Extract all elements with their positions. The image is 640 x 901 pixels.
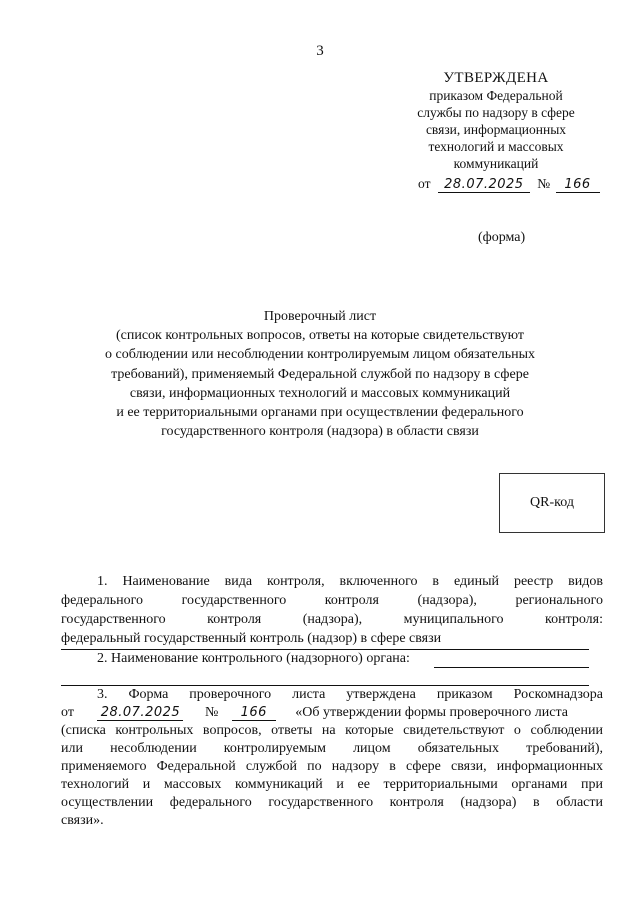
item2-answer-line-full[interactable] (61, 685, 589, 686)
form-label: (форма) (478, 230, 526, 245)
item3-last-line: связи». (61, 813, 104, 828)
item3-line: (списка контрольных вопросов, ответы на которые свидетельствуют о соблюдении (61, 723, 603, 738)
handwritten-number: 166 (232, 706, 276, 721)
page-number: 3 (316, 43, 324, 59)
approval-heading: УТВЕРЖДЕНА (443, 70, 549, 86)
title-line: требований), применяемый Федеральной службой по надзору в сфере (111, 366, 529, 382)
document-title (0, 307, 640, 441)
handwritten-date: 28.07.2025 (438, 178, 530, 193)
title-line: о соблюдении или несоблюдении контролируемым лицом обязательных (105, 347, 535, 363)
number-sign: № (537, 176, 551, 191)
number-sign: № (204, 705, 219, 720)
date-prefix: от (418, 176, 431, 191)
title-line: государственного контроля (надзора) в области связи (161, 424, 479, 440)
title-line: (список контрольных вопросов, ответы на которые свидетельствуют (115, 328, 525, 344)
item3-line: «Об утверждении формы проверочного листа (295, 705, 568, 720)
item1-line: 1. Наименование вида контроля, включенного в единый реестр видов (97, 574, 603, 589)
item3-line: технологий и массовых коммуникаций и ее территориальными органами при (61, 777, 603, 792)
item1-line: федерального государственного контроля (надзора), регионального (61, 593, 603, 608)
item2-label: 2. Наименование контрольного (надзорного) органа: (97, 651, 410, 666)
item3-line: или несоблюдении контролируемым лицом обязательных требований), (61, 741, 603, 756)
approval-stamp (400, 70, 592, 172)
handwritten-number: 166 (556, 178, 600, 193)
title-line: Проверочный лист (263, 309, 377, 324)
item3-line: осуществлении федерального государственного контроля (надзора) в области (61, 795, 603, 810)
approval-line: коммуникаций (453, 156, 539, 171)
title-line: и ее территориальными органами при осуществлении федерального (116, 405, 524, 421)
title-line: связи, информационных технологий и массовых коммуникаций (129, 385, 511, 401)
answer-underline (61, 649, 589, 650)
item1-line: государственного контроля (надзора), муниципального контроля: (61, 612, 603, 627)
qr-code-placeholder (499, 473, 605, 533)
approval-line: службы по надзору в сфере (417, 105, 575, 120)
approval-line: приказом Федеральной (429, 88, 563, 103)
approval-line: технологий и массовых (428, 139, 564, 154)
item2-answer-line[interactable] (434, 667, 589, 668)
qr-label: QR-код (530, 495, 574, 510)
approval-line: связи, информационных (425, 122, 567, 137)
item1-answer: федеральный государственный контроль (надзор) в сфере связи (61, 631, 442, 646)
item3-date-line (61, 705, 603, 721)
handwritten-date: 28.07.2025 (97, 706, 183, 721)
approval-date-line (418, 176, 600, 193)
date-prefix: от (61, 705, 74, 720)
item3-line: 3. Форма проверочного листа утверждена приказом Роскомнадзора (97, 687, 603, 702)
item3-line: применяемого Федеральной службой по надзору в сфере связи, информационных (61, 759, 603, 774)
